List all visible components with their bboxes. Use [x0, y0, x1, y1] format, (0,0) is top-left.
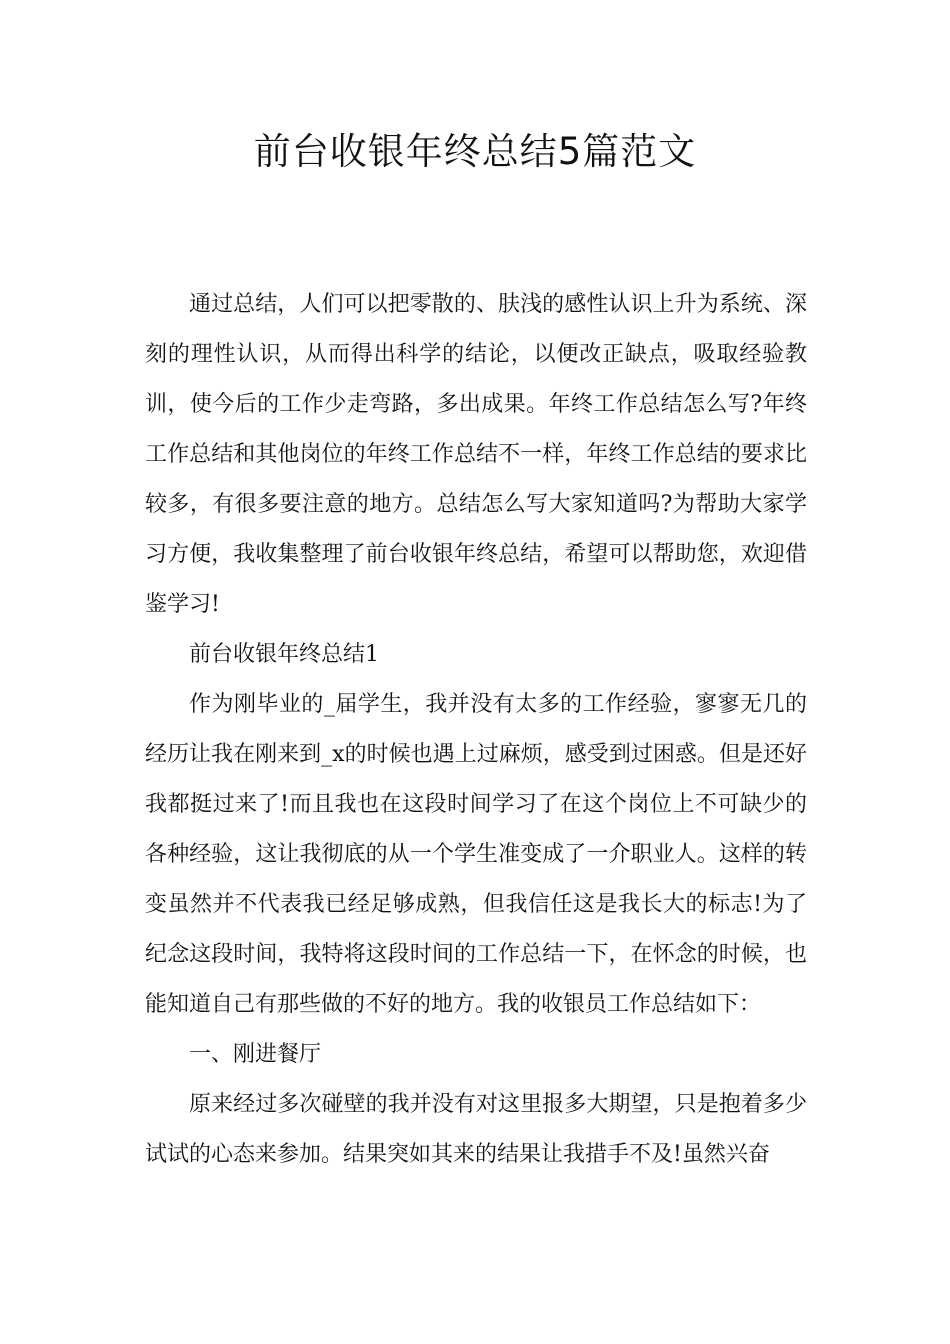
section-heading-summary-1: 前台收银年终总结1: [189, 642, 379, 667]
document-body: [145, 280, 807, 1180]
subheading-entering-restaurant: 一、刚进餐厅: [189, 1042, 322, 1067]
summary-1-paragraph: 作为刚毕业的_届学生，我并没有太多的工作经验，寥寥无几的经历让我在刚来到_x的时候也遇上过麻烦，感受到过困惑。但是还好我都挺过来了!而且我也在这段时间学习了在这个岗位上不可缺少的各种经验，这让我彻底的从一个学生准变成了一介职业人。这样的转变虽然并不代表我已经足够成熟，但我信任这是我长大的标志!为了纪念这段时间，我特将这段时间的工作总结一下，在怀念的时候，也能知道自己有那些做的不好的地方。我的收银员工作总结如下：: [145, 692, 807, 1017]
document-title: 前台收银年终总结5篇范文: [253, 130, 697, 173]
intro-paragraph: 通过总结，人们可以把零散的、肤浅的感性认识上升为系统、深刻的理性认识，从而得出科学的结论，以便改正缺点，吸取经验教训，使今后的工作少走弯路，多出成果。年终工作总结怎么写?年终工作总结和其他岗位的年终工作总结不一样，年终工作总结的要求比较多，有很多要注意的地方。总结怎么写大家知道吗?为帮助大家学习方便，我收集整理了前台收银年终总结，希望可以帮助您，欢迎借鉴学习!: [145, 292, 807, 617]
entering-restaurant-paragraph: 原来经过多次碰壁的我并没有对这里报多大期望，只是抱着多少试试的心态来参加。结果突如其来的结果让我措手不及!虽然兴奋: [145, 1092, 807, 1167]
